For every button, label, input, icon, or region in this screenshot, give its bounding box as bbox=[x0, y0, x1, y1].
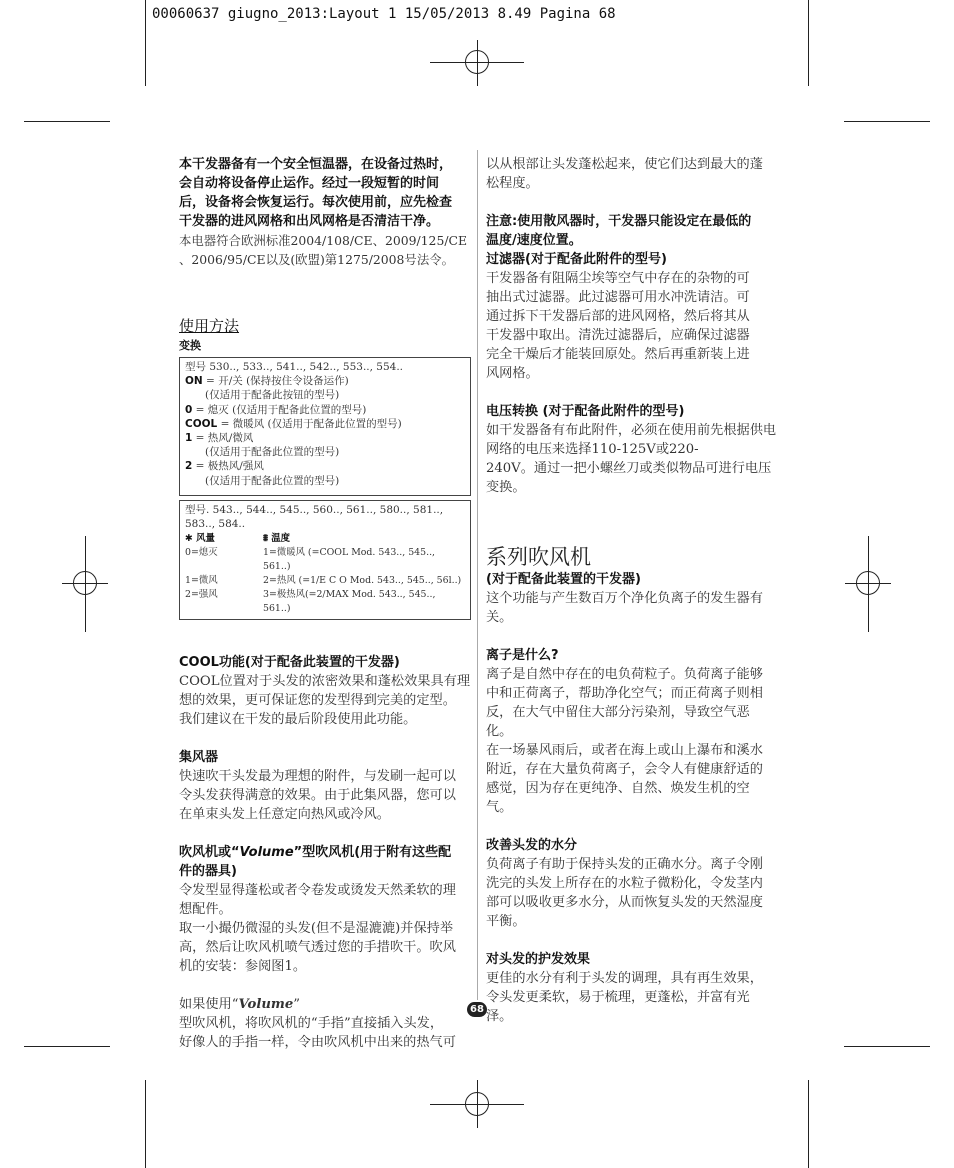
body-line: 在单束头发上任意定向热风或冷风。 bbox=[179, 807, 390, 823]
key-zero: 0 bbox=[185, 403, 193, 416]
volume-title-part: ”型吹风机(用于附有这些配 bbox=[293, 845, 452, 861]
voltage-title: 电压转换 (对于配备此附件的型号) bbox=[486, 404, 685, 419]
temp-value: 2=热风 (=1/E C O Mod. 543.., 545.., 56l..) bbox=[263, 575, 462, 587]
on-text: = 开/关 (保持按住令设备运作) bbox=[202, 375, 349, 388]
body-line: 离子是自然中存在的电负荷粒子。负荷离子能够 bbox=[486, 667, 763, 682]
body-line: 如干发器备有布此附件，必须在使用前先根据供电 bbox=[486, 423, 777, 438]
norm-line: 本电器符合欧洲标准2004/108/CE、2009/125/CE bbox=[179, 233, 468, 248]
print-slug: 00060637 giugno_2013:Layout 1 15/05/2013 8.49 Pagina 68 bbox=[152, 6, 616, 22]
right-column bbox=[486, 155, 778, 1026]
body-line: 负荷离子有助于保持头发的正确水分。离子令刚 bbox=[486, 857, 763, 872]
zero-text: = 熄灭 (仅适用于配备此位置的型号) bbox=[192, 403, 367, 416]
left-column bbox=[179, 155, 471, 1052]
volume-title-cont: 件的器具) bbox=[179, 864, 237, 880]
volume-usage-italic: Volume bbox=[238, 997, 294, 1013]
fan-value: 0=熄灭 bbox=[185, 547, 218, 559]
body-line: 快速吹干头发最为理想的附件，与发刷一起可以 bbox=[179, 769, 456, 785]
ion-title: 离子是什么? bbox=[486, 648, 559, 663]
safety-warning bbox=[179, 155, 471, 231]
key-on: ON bbox=[185, 375, 203, 388]
body-line: 高，然后让吹风机喷气透过您的手措吹干。吹风 bbox=[179, 940, 456, 956]
body-line: 取一小撮仍微湿的头发(但不是湿漉漉)并保持举 bbox=[179, 921, 454, 937]
body-line: 气。 bbox=[486, 800, 513, 815]
body-line: 令发型显得蓬松或者令卷发或烫发天然柔软的理 bbox=[179, 883, 456, 899]
body-line: 完全干燥后才能装回原处。然后再重新装上进 bbox=[486, 347, 750, 362]
volume-title-part: 吹风机或“ bbox=[179, 845, 240, 861]
temp-value: 3=极热风(=2/MAX Mod. 543.., 545.., 561..) bbox=[263, 589, 436, 615]
warning-line: 会自动将设备停止运作。经过一段短暂的时间 bbox=[179, 176, 440, 191]
two-text: = 极热风/强风 bbox=[192, 460, 264, 473]
fan-value: 1=微风 bbox=[185, 575, 218, 587]
fan-header: 风量 bbox=[196, 533, 215, 545]
body-line: 令头发更柔软，易于梳理，更蓬松，并富有光 bbox=[486, 990, 750, 1005]
body-line: 泽。 bbox=[486, 1009, 513, 1024]
usage-title: 使用方法 bbox=[179, 317, 240, 335]
volume-usage-line bbox=[179, 995, 471, 1014]
warning-line: 干发器的进风网格和出风网格是否清洁干净。 bbox=[179, 214, 440, 229]
key-cool: COOL bbox=[185, 417, 218, 430]
body-line: 以从根部让头发蓬松起来，使它们达到最大的蓬 bbox=[486, 157, 763, 172]
body-line: 干发器备有阻隔尘埃等空气中存在的杂物的可 bbox=[486, 271, 750, 286]
body-line: 抽出式过滤器。此过滤器可用水冲洗请洁。可 bbox=[486, 290, 750, 305]
body-line: 变换。 bbox=[486, 480, 526, 495]
models-line: 型号. 543.., 544.., 545.., 560.., 561.., 580.., 581.., 583.., 584.. bbox=[185, 503, 444, 531]
body-line: 240V。通过一把小螺丝刀或类似物品可进行电压 bbox=[486, 461, 772, 476]
body-line: 在一场暴风雨后，或者在海上或山上瀑布和溪水 bbox=[486, 743, 763, 758]
temp-header: 温度 bbox=[271, 533, 291, 545]
switch-label: 变换 bbox=[179, 339, 201, 352]
two-note: (仅适用于配备此位置的型号) bbox=[205, 474, 340, 487]
settings-box-1 bbox=[179, 357, 471, 496]
cool-function-title: COOL功能(对于配备此装置的干发器) bbox=[179, 655, 400, 671]
one-note: (仅适用于配备此位置的型号) bbox=[205, 446, 340, 459]
temp-value: 1=微暖风 (=COOL Mod. 543.., 545.., 561..) bbox=[263, 547, 436, 573]
notice-line: 温度/速度位置。 bbox=[486, 233, 582, 248]
body-line: 想的效果，更可保证您的发型得到完美的定型。 bbox=[179, 693, 456, 709]
body-line: 松程度。 bbox=[486, 176, 539, 191]
volume-usage-part: 如果使用“ bbox=[179, 997, 239, 1013]
body-line: 中和正荷离子，帮助净化空气；而正荷离子则相 bbox=[486, 686, 763, 701]
body-line: 网络的电压来选择110-125V或220- bbox=[486, 442, 699, 457]
body-line: 这个功能与产生数百万个净化负离子的发生器有 bbox=[486, 591, 763, 606]
heat-icon: ⩩ bbox=[263, 533, 269, 545]
settings-box-2 bbox=[179, 500, 471, 620]
key-one: 1 bbox=[185, 432, 193, 445]
body-line: 风网格。 bbox=[486, 366, 539, 381]
body-line: 令头发获得满意的效果。由于此集风器，您可以 bbox=[179, 788, 456, 804]
on-note: (仅适用于配备此按钮的型号) bbox=[205, 389, 340, 402]
norm-line: 、2006/95/CE以及(欧盟)第1275/2008号法令。 bbox=[179, 252, 454, 267]
warning-line: 后，设备将会恢复运行。每次使用前，应先检查 bbox=[179, 195, 453, 210]
body-line: 部可以吸收更多水分，从而恢复头发的天然湿度 bbox=[486, 895, 763, 910]
volume-usage-part: ” bbox=[293, 997, 301, 1013]
body-line: 关。 bbox=[486, 610, 513, 625]
body-line: 化。 bbox=[486, 724, 513, 739]
body-line: 想配件。 bbox=[179, 902, 232, 918]
body-line: 通过拆下干发器后部的进风网格，然后将其从 bbox=[486, 309, 750, 324]
concentrator-title: 集风器 bbox=[179, 750, 219, 766]
body-line: 干发器中取出。清洗过滤器后，应确保过滤器 bbox=[486, 328, 750, 343]
fan-value: 2=强风 bbox=[185, 589, 218, 601]
body-line: 反，在大气中留住大部分污染剂，导致空气恶 bbox=[486, 705, 750, 720]
filter-title: 过滤器(对于配备此附件的型号) bbox=[486, 252, 667, 267]
page-number-badge: 68 bbox=[467, 1002, 487, 1017]
warning-line: 本干发器备有一个安全恒温器，在设备过热时， bbox=[179, 157, 453, 172]
moisture-title: 改善头发的水分 bbox=[486, 838, 578, 853]
series-subtitle: (对于配备此装置的干发器) bbox=[486, 572, 641, 587]
fan-icon: ✱ bbox=[185, 533, 193, 545]
body-line: 我们建议在干发的最后阶段使用此功能。 bbox=[179, 712, 417, 728]
body-line: 型吹风机，将吹风机的“手指”直接插入头发， bbox=[179, 1016, 444, 1032]
body-line: 感觉，因为存在更纯净、自然、焕发生机的空 bbox=[486, 781, 750, 796]
one-text: = 热风/微风 bbox=[192, 432, 254, 445]
body-line: 更佳的水分有利于头发的调理，具有再生效果， bbox=[486, 971, 763, 986]
body-line: 机的安装：参阅图1。 bbox=[179, 959, 307, 975]
models-line: 型号 530.., 533.., 541.., 542.., 553.., 554.. bbox=[185, 361, 404, 373]
body-line: 好像人的手指一样，令由吹风机中出来的热气可 bbox=[179, 1035, 456, 1051]
volume-title-italic: Volume bbox=[239, 845, 294, 861]
key-two: 2 bbox=[185, 460, 193, 473]
body-line: 附近，存在大量负荷离子，会令人有健康舒适的 bbox=[486, 762, 763, 777]
series-title: 系列吹风机 bbox=[486, 545, 591, 569]
cool-text: = 微暖风 (仅适用于配备此位置的型号) bbox=[217, 417, 402, 430]
column-separator bbox=[477, 150, 478, 1000]
hair-care-title: 对头发的护发效果 bbox=[486, 952, 591, 967]
body-line: COOL位置对于头发的浓密效果和蓬松效果具有理 bbox=[179, 674, 471, 690]
volume-title bbox=[179, 843, 471, 862]
notice-line: 注意:使用散风器时，干发器只能设定在最低的 bbox=[486, 214, 752, 229]
body-line: 洗完的头发上所存在的水粒子微粉化，令发茎内 bbox=[486, 876, 763, 891]
body-line: 平衡。 bbox=[486, 914, 526, 929]
